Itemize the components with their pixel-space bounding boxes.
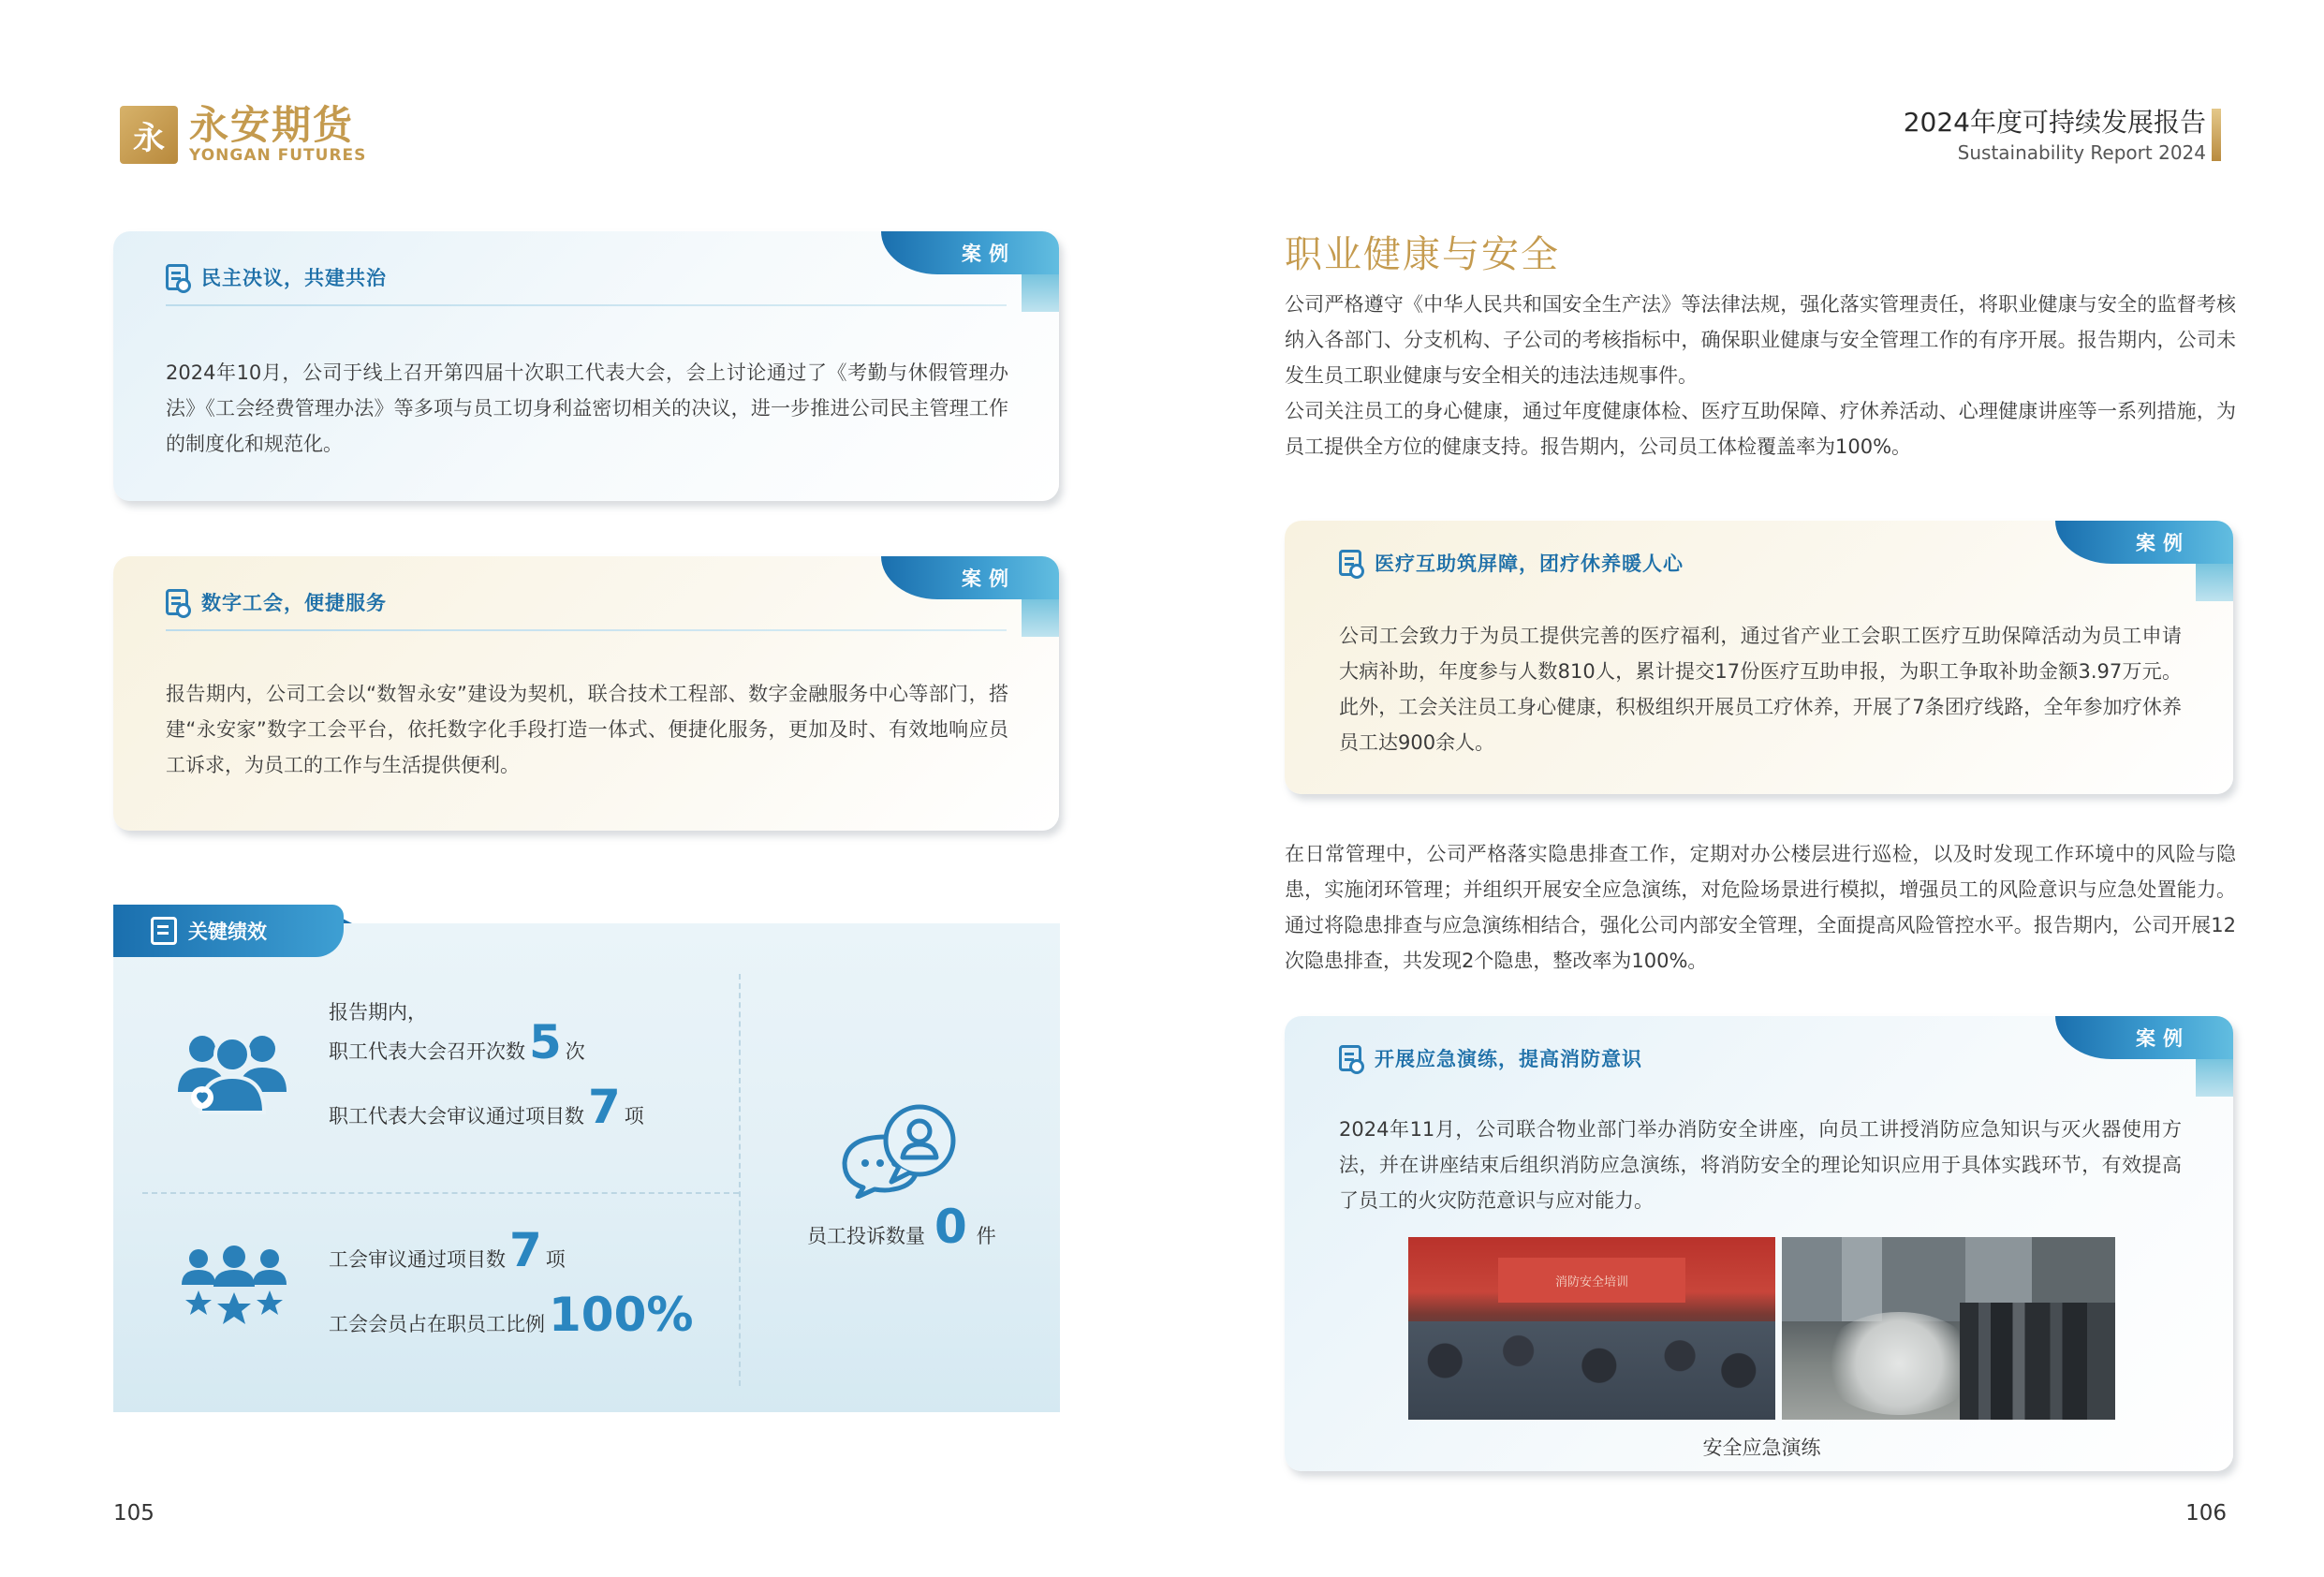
kpi-congress-items	[329, 1080, 644, 1134]
kpi-unit: 件	[976, 1225, 996, 1247]
kpi-value: 5	[529, 1015, 562, 1069]
page-number-left: 105	[113, 1501, 154, 1525]
logo-name-en: YONGAN FUTURES	[189, 146, 367, 165]
kpi-complaints	[807, 1200, 996, 1254]
photo-smoke	[1819, 1312, 1978, 1415]
case-tag: 案例	[2055, 521, 2233, 564]
kpi-value: 7	[509, 1223, 542, 1277]
checklist-icon	[151, 917, 177, 945]
case-card-democratic	[113, 231, 1059, 501]
photo-caption: 安全应急演练	[1702, 1437, 1821, 1459]
dashed-divider-vertical	[739, 974, 741, 1386]
document-icon	[166, 264, 188, 290]
kpi-value: 100%	[549, 1288, 694, 1342]
kpi-label: 职工代表大会审议通过项目数	[329, 1105, 584, 1127]
case-body: 公司工会致力于为员工提供完善的医疗福利，通过省产业工会职工医疗互助保障活动为员工申请大病补助，年度参与人数810人，累计提交17份医疗互助申报，为职工争取补助金额3.97万元。此外，工会关注员工身心健康，积极组织开展员工疗休养，开展了7条团疗线路，全年参加疗休养员工达900余人。	[1339, 625, 2182, 754]
photo-banner	[1498, 1258, 1685, 1303]
case-title: 医疗互助筑屏障，团疗休养暖人心	[1375, 553, 1684, 575]
kpi-label: 工会会员占在职员工比例	[329, 1313, 545, 1335]
case-title: 民主决议，共建共治	[201, 267, 387, 289]
document-icon	[1339, 1045, 1361, 1071]
kpi-label: 员工投诉数量	[807, 1225, 925, 1247]
kpi-unit: 项	[545, 1248, 566, 1271]
kpi-intro-text: 报告期内，	[329, 1001, 427, 1024]
logo-name-cn: 永安期货	[189, 102, 355, 148]
report-accent-bar	[2212, 109, 2221, 161]
report-title-en: Sustainability Report 2024	[1957, 141, 2206, 164]
company-logo	[120, 102, 367, 165]
case-body: 2024年11月，公司联合物业部门举办消防安全讲座，向员工讲授消防应急知识与灭火器使用方法，并在讲座结束后组织消防应急演练，将消防安全的理论知识应用于具体实践环节，有效提高了员工的火灾防范意识与应对能力。	[1339, 1118, 2182, 1212]
chat-bubble-icon	[837, 1103, 963, 1199]
divider	[166, 304, 1007, 306]
photo-fire-extinguisher-drill	[1782, 1237, 2115, 1420]
case-body: 2024年10月，公司于线上召开第四届十次职工代表大会，会上讨论通过了《考勤与休假管理办法》《工会经费管理办法》等多项与员工切身利益密切相关的决议，进一步推进公司民主管理工作的制度化和规范化。	[166, 361, 1008, 455]
section-title: 职业健康与安全	[1285, 233, 1560, 276]
photo-banner-text: 消防安全培训	[1554, 1275, 1628, 1290]
kpi-unit: 项	[624, 1105, 644, 1127]
star-group-icon	[178, 1245, 290, 1330]
page-number-right: 106	[2185, 1501, 2227, 1525]
report-title	[1904, 106, 2206, 166]
case-title: 开展应急演练，提高消防意识	[1375, 1048, 1642, 1070]
case-title: 数字工会，便捷服务	[201, 592, 387, 614]
case-tag: 案例	[881, 556, 1059, 599]
case-card-digital-union	[113, 556, 1059, 831]
kpi-union-ratio	[329, 1288, 697, 1342]
case-tag: 案例	[2055, 1016, 2233, 1059]
case-tag-fold	[1022, 274, 1059, 312]
divider	[166, 629, 1007, 631]
photo-fire-safety-lecture	[1408, 1237, 1775, 1420]
paragraph-compliance: 公司严格遵守《中华人民共和国安全生产法》等法律法规，强化落实管理责任，将职业健康与安全的监督考核纳入各部门、分支机构、子公司的考核指标中，确保职业健康与安全管理工作的有序开展。报告期内，公司未发生员工职业健康与安全相关的违法违规事件。	[1285, 293, 2236, 387]
report-title-cn: 2024年度可持续发展报告	[1903, 107, 2206, 138]
case-body: 报告期内，公司工会以“数智永安”建设为契机，联合技术工程部、数字金融服务中心等部门，搭建“永安家”数字工会平台，依托数字化手段打造一体式、便捷化服务，更加及时、有效地响应员工诉求，为员工的工作与生活提供便利。	[166, 683, 1008, 776]
kpi-label: 工会审议通过项目数	[329, 1248, 506, 1271]
kpi-value: 7	[588, 1080, 621, 1134]
photo-audience	[1408, 1321, 1775, 1420]
kpi-unit: 次	[565, 1040, 585, 1063]
document-icon	[1339, 550, 1361, 576]
case-card-medical	[1285, 521, 2233, 794]
paragraph-health: 公司关注员工的身心健康，通过年度健康体检、医疗互助保障、疗休养活动、心理健康讲座等一系列措施，为员工提供全方位的健康支持。报告期内，公司员工体检覆盖率为100%。	[1285, 400, 2236, 458]
kpi-label: 职工代表大会召开次数	[329, 1040, 525, 1063]
case-tag-fold	[1022, 599, 1059, 637]
logo-mark: 永	[120, 106, 178, 164]
document-icon	[166, 589, 188, 615]
key-performance-tab	[113, 905, 344, 957]
kpi-value: 0	[934, 1200, 967, 1254]
kpi-congress-meetings	[329, 1015, 585, 1069]
photo-crowd	[1960, 1303, 2115, 1420]
people-group-icon	[174, 1030, 290, 1114]
dashed-divider-horizontal	[142, 1192, 739, 1194]
case-tag-fold	[2196, 564, 2233, 601]
case-tag-fold	[2196, 1059, 2233, 1097]
kpi-union-items	[329, 1223, 566, 1277]
key-performance-label: 关键绩效	[188, 921, 267, 943]
case-tag: 案例	[881, 231, 1059, 274]
paragraph-hazard-inspection: 在日常管理中，公司严格落实隐患排查工作，定期对办公楼层进行巡检，以及时发现工作环境中的风险与隐患，实施闭环管理；并组织开展安全应急演练，对危险场景进行模拟，增强员工的风险意识与应急处置能力。通过将隐患排查与应急演练相结合，强化公司内部安全管理，全面提高风险管控水平。报告期内，公司开展12次隐患排查，共发现2个隐患，整改率为100%。	[1285, 843, 2236, 972]
